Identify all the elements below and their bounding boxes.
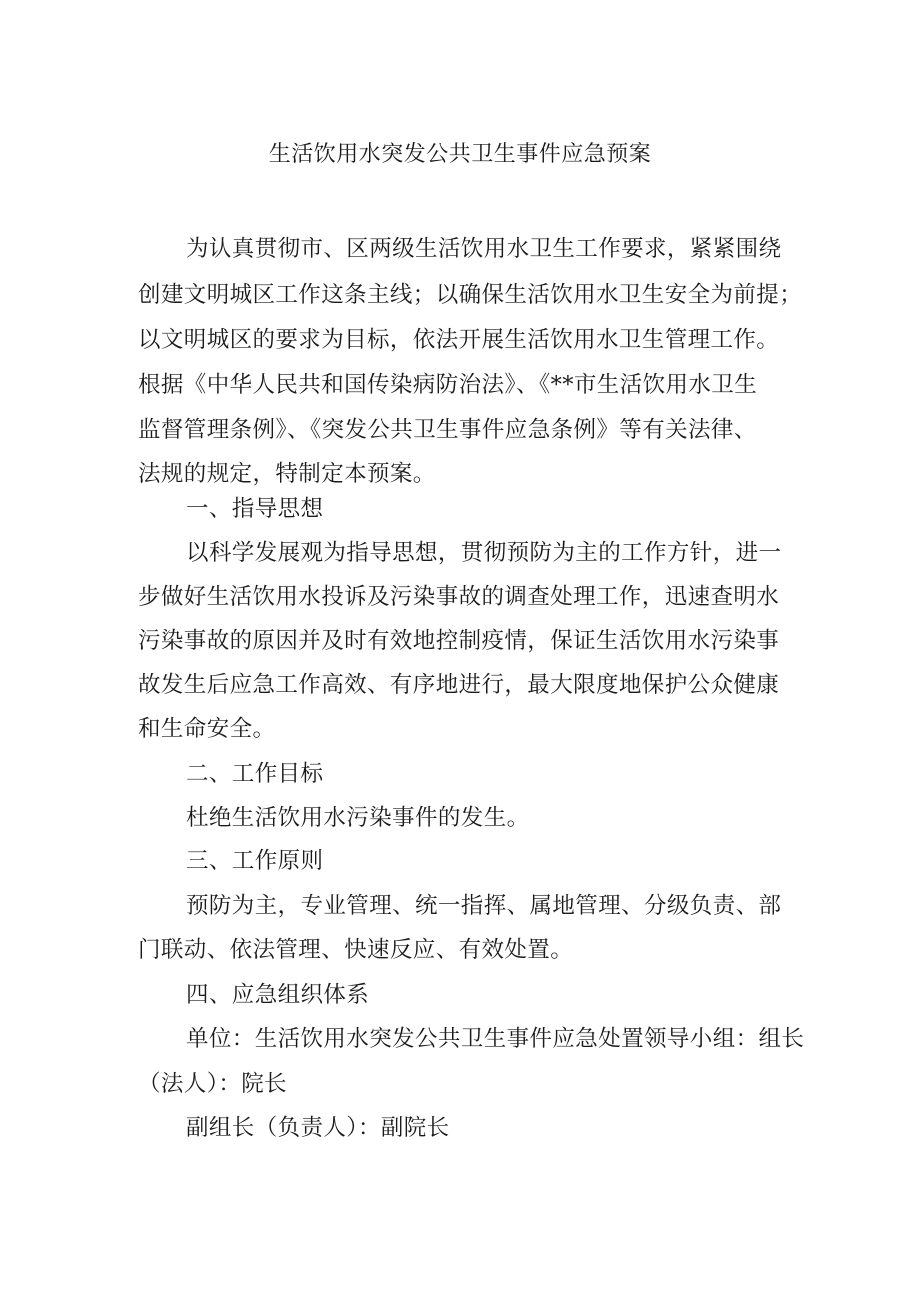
section1-line-3: 污染事故的原因并及时有效地控制疫情，保证生活饮用水污染事 bbox=[138, 628, 780, 654]
section1-line-5: 和生命安全。 bbox=[138, 716, 276, 742]
intro-line-5: 监督管理条例》、《突发公共卫生事件应急条例》等有关法律、 bbox=[138, 417, 757, 443]
deputy-line: 副组长（负责人）：副院长 bbox=[186, 1115, 450, 1141]
intro-line-1: 为认真贯彻市、区两级生活饮用水卫生工作要求，紧紧围绕 bbox=[186, 236, 782, 262]
intro-line-4: 根据《中华人民共和国传染病防治法》、《**市生活饮用水卫生 bbox=[138, 372, 758, 398]
intro-line-2: 创建文明城区工作这条主线；以确保生活饮用水卫生安全为前提； bbox=[138, 282, 803, 308]
section3-heading: 三、工作原则 bbox=[186, 848, 324, 874]
section1-line-1: 以科学发展观为指导思想，贯彻预防为主的工作方针，进一 bbox=[186, 540, 782, 566]
section4-line-1: 单位：生活饮用水突发公共卫生事件应急处置领导小组：组长 bbox=[186, 1026, 805, 1052]
intro-line-3: 以文明城区的要求为目标，依法开展生活饮用水卫生管理工作。 bbox=[138, 327, 780, 353]
section4-heading: 四、应急组织体系 bbox=[186, 982, 370, 1008]
section4-line-2: （法人）：院长 bbox=[138, 1071, 288, 1097]
section3-line-1: 预防为主，专业管理、统一指挥、属地管理、分级负责、部 bbox=[186, 893, 782, 919]
section2-heading: 二、工作目标 bbox=[186, 761, 324, 787]
section1-line-2: 步做好生活饮用水投诉及污染事故的调查处理工作，迅速查明水 bbox=[138, 584, 780, 610]
document-title: 生活饮用水突发公共卫生事件应急预案 bbox=[268, 142, 652, 167]
section1-line-4: 故发生后应急工作高效、有序地进行，最大限度地保护公众健康 bbox=[138, 672, 780, 698]
section3-line-2: 门联动、依法管理、快速反应、有效处置。 bbox=[138, 937, 574, 963]
section1-heading: 一、指导思想 bbox=[186, 496, 324, 522]
intro-line-6: 法规的规定，特制定本预案。 bbox=[138, 461, 436, 487]
section2-body: 杜绝生活饮用水污染事件的发生。 bbox=[186, 805, 530, 831]
